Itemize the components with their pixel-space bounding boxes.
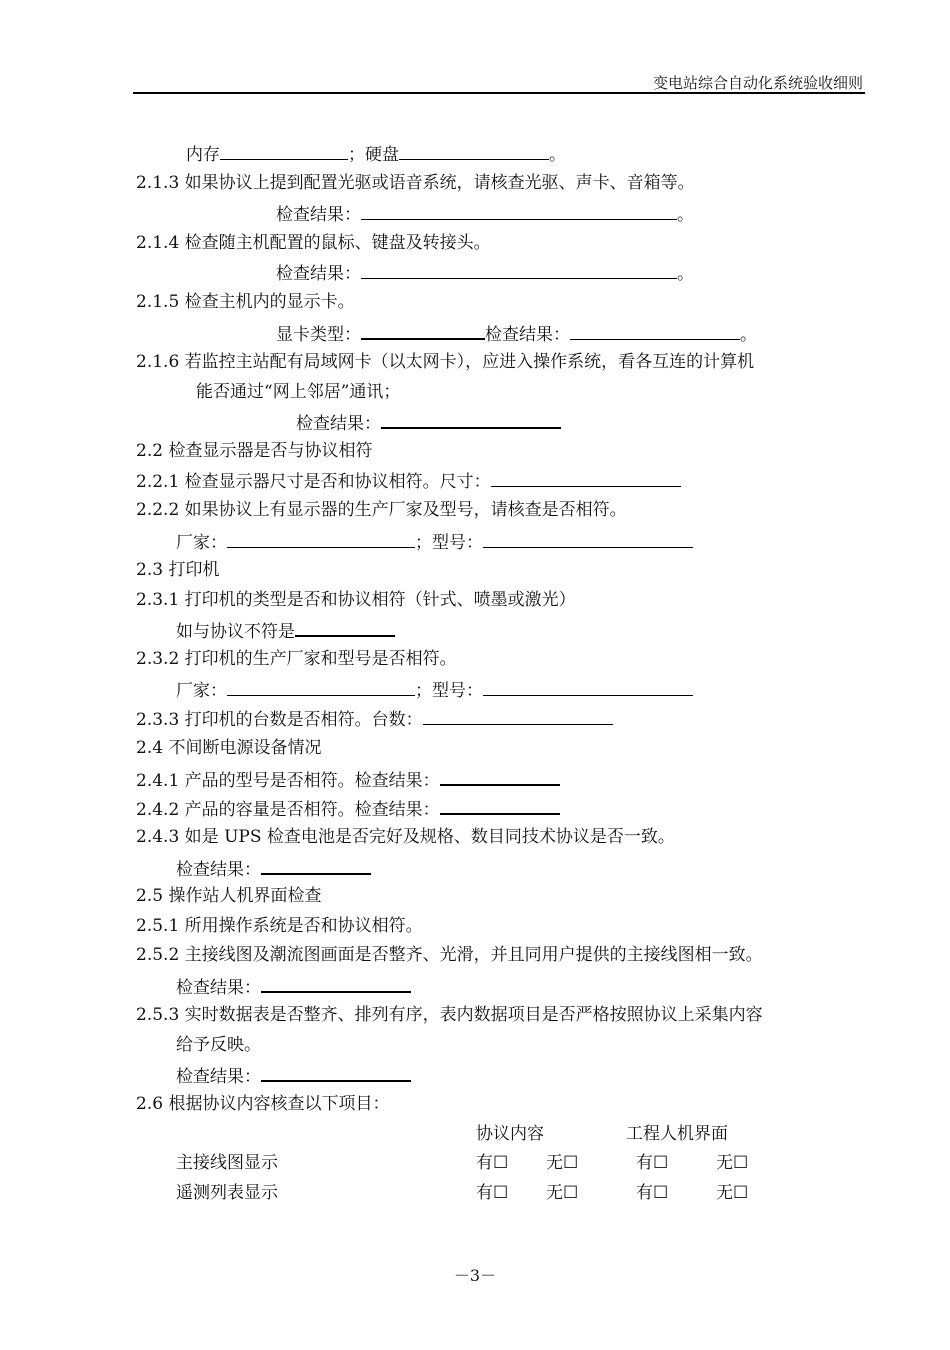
card-type-label: 显卡类型： [276, 325, 361, 345]
line-maker-model-1 [176, 530, 693, 554]
result-label: 检查结果： [176, 978, 261, 998]
size-label: 2.2.1 检查显示器尺寸是否和协议相符。尺寸： [136, 472, 491, 492]
result-blank [361, 261, 677, 279]
header-title: 变电站综合自动化系统验收细则 [652, 74, 863, 92]
item-2-3-2: 2.3.2 打印机的生产厂家和型号是否相符。 [136, 649, 457, 669]
memory-label: 内存 [186, 145, 220, 165]
line-result-2-5-2 [176, 974, 411, 999]
item-2-3-1: 2.3.1 打印机的类型是否和协议相符（针式、喷墨或激光） [136, 590, 576, 610]
item-2-3-3 [136, 707, 613, 731]
result-blank [361, 202, 677, 220]
line-result-2-5-3 [176, 1063, 411, 1088]
model-label: ；型号： [415, 681, 483, 701]
item-2-5-1: 2.5.1 所用操作系统是否和协议相符。 [136, 916, 423, 936]
page-header [133, 70, 865, 94]
result-label: 检查结果： [485, 325, 570, 345]
card-type-blank [361, 321, 485, 340]
item-2-4-3: 2.4.3 如是 UPS 检查电池是否完好及规格、数目同技术协议是否一致。 [136, 827, 675, 847]
header-protocol-content: 协议内容 [476, 1124, 544, 1144]
line-result-2-4-3 [176, 856, 371, 881]
result-blank [261, 856, 371, 875]
result-blank [440, 767, 560, 786]
result-label: 检查结果： [276, 264, 361, 284]
line-result-2-1-5 [276, 321, 757, 346]
mismatch-label: 如与协议不符是 [176, 622, 295, 642]
item-2-4: 2.4 不间断电源设备情况 [136, 738, 322, 758]
result-blank [440, 796, 560, 815]
item-2-5-2: 2.5.2 主接线图及潮流图画面是否整齐、光滑，并且同用户提供的主接线图相一致。 [136, 945, 763, 965]
checkbox-no-hmi[interactable]: 无☐ [716, 1183, 749, 1203]
item-2-6: 2.6 根据协议内容核查以下项目： [136, 1094, 390, 1114]
result-blank [381, 410, 561, 429]
line-mismatch [176, 618, 395, 643]
item-2-5: 2.5 操作站人机界面检查 [136, 886, 322, 906]
line-result-2-1-4 [276, 261, 694, 285]
model-blank [483, 678, 693, 696]
size-blank [491, 469, 681, 487]
result-blank [261, 974, 411, 993]
result-label: 2.4.1 产品的型号是否相符。检查结果： [136, 771, 440, 791]
item-2-1-6-cont: 能否通过“网上邻居”通讯； [196, 382, 401, 402]
row-label: 遥测列表显示 [176, 1183, 278, 1203]
checkbox-no-protocol[interactable]: 无☐ [546, 1153, 579, 1173]
item-2-1-3: 2.1.3 如果协议上提到配置光驱或语音系统，请核查光驱、声卡、音箱等。 [136, 173, 695, 193]
result-label: 检查结果： [296, 414, 381, 434]
checkbox-yes-hmi[interactable]: 有☐ [636, 1183, 669, 1203]
item-2-1-5: 2.1.5 检查主机内的显示卡。 [136, 292, 355, 312]
item-2-4-1 [136, 767, 560, 792]
line-memory-disk [186, 142, 566, 166]
maker-blank [227, 530, 415, 548]
item-2-3: 2.3 打印机 [136, 560, 220, 580]
item-2-1-4: 2.1.4 检查随主机配置的鼠标、键盘及转接头。 [136, 233, 491, 253]
disk-blank [399, 142, 549, 160]
count-label: 2.3.3 打印机的台数是否相符。台数： [136, 710, 423, 730]
checkbox-no-hmi[interactable]: 无☐ [716, 1153, 749, 1173]
period: 。 [677, 264, 694, 284]
row-label: 主接线图显示 [176, 1153, 278, 1173]
item-2-5-3: 2.5.3 实时数据表是否整齐、排列有序，表内数据项目是否严格按照协议上采集内容 [136, 1005, 763, 1025]
item-2-2-2: 2.2.2 如果协议上有显示器的生产厂家及型号，请核查是否相符。 [136, 500, 627, 520]
item-2-4-2 [136, 796, 560, 821]
result-label: 检查结果： [176, 1067, 261, 1087]
result-label: 检查结果： [176, 860, 261, 880]
result-blank [570, 322, 740, 340]
mismatch-blank [295, 618, 395, 637]
result-label: 检查结果： [276, 205, 361, 225]
period: 。 [740, 325, 757, 345]
header-engineering-hmi: 工程人机界面 [626, 1124, 728, 1144]
result-blank [261, 1063, 411, 1082]
maker-label: 厂家： [176, 533, 227, 553]
item-2-2-1 [136, 469, 681, 493]
checkbox-no-protocol[interactable]: 无☐ [546, 1183, 579, 1203]
count-blank [423, 707, 613, 725]
model-label: ；型号： [415, 533, 483, 553]
line-result-2-1-3 [276, 202, 694, 226]
disk-label: ；硬盘 [348, 145, 399, 165]
checkbox-yes-hmi[interactable]: 有☐ [636, 1153, 669, 1173]
item-2-5-3-cont: 给予反映。 [176, 1035, 261, 1055]
line-result-2-1-6 [296, 410, 561, 435]
page-number: －3－ [453, 1266, 497, 1285]
checkbox-yes-protocol[interactable]: 有☐ [476, 1183, 509, 1203]
memory-blank [220, 142, 348, 160]
maker-blank [227, 678, 415, 696]
line-maker-model-2 [176, 678, 693, 702]
item-2-1-6: 2.1.6 若监控主站配有局域网卡（以太网卡），应进入操作系统，看各互连的计算机 [136, 352, 755, 372]
period: 。 [549, 145, 566, 165]
result-label: 2.4.2 产品的容量是否相符。检查结果： [136, 800, 440, 820]
item-2-2: 2.2 检查显示器是否与协议相符 [136, 441, 373, 461]
model-blank [483, 530, 693, 548]
maker-label: 厂家： [176, 681, 227, 701]
checkbox-yes-protocol[interactable]: 有☐ [476, 1153, 509, 1173]
period: 。 [677, 205, 694, 225]
